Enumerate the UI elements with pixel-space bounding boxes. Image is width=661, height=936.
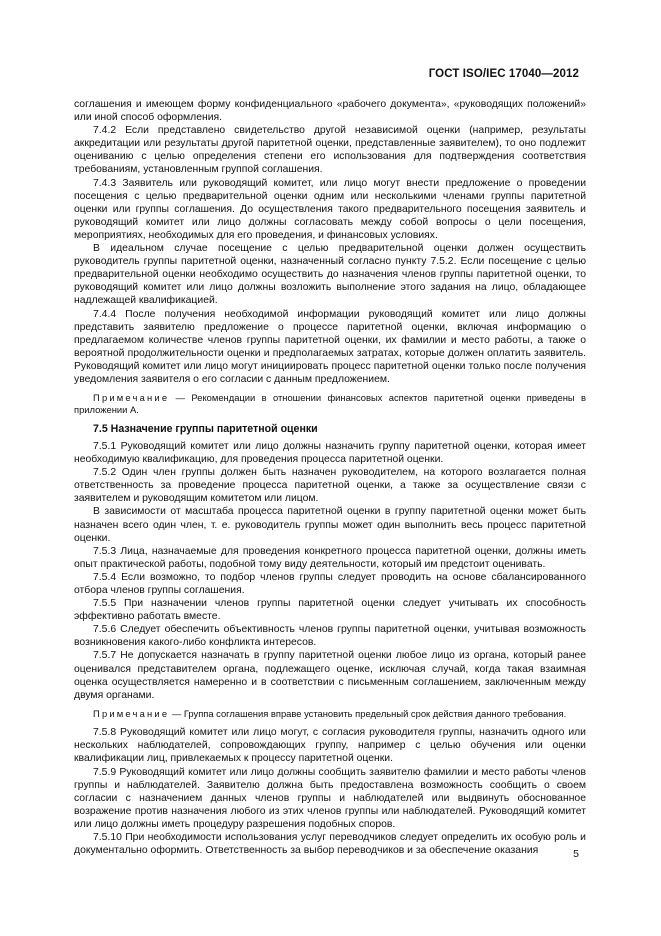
paragraph: 7.5.7 Не допускается назначать в группу паритетной оценки любое лицо из органа, который ранее оценивался представителем органа, подлежащего оценке, исключая случай, когда такая взаимная оценка осуществляется намеренно и в соответствии с письменным соглашением, заключенным между двумя органами. [74,650,586,701]
document-code-header: ГОСТ ISO/IEC 17040—2012 [428,68,579,80]
note [74,392,586,417]
paragraph: 7.5.2 Один член группы должен быть назначен руководителем, на которого возлагается полная ответственность за проведение процесса паритетной оценки, а также за осуществление связи с заявителем и руководящим комитетом или лицом. [74,467,586,505]
note-label: Примечание [93,707,170,719]
note-label: Примечание [93,392,170,404]
note-text: — Рекомендации в отношении финансовых аспектов паритетной оценки приведены в приложении А. [74,392,586,416]
paragraph: 7.4.4 После получения необходимой информации руководящий комитет или лицо должны представить заявителю предложение о процессе паритетной оценки, включая информацию о предлагаемом количестве членов группы паритетной оценки, их фамилии и место работы, а также о вероятной продолжительности оценки и предполагаемых затратах, которые должен оплатить заявитель. Руководящий комитет или лицо могут инициировать процесс паритетной оценки только после получения уведомления заявителя о его согласии с данным предложением. [74,308,586,385]
paragraph: 7.4.2 Если представлено свидетельство другой независимой оценки (например, результаты аккредитации или результаты другой паритетной оценки, представленные заявителем), то оно подлежит оцениванию с целью определения степени его использования для подтверждения соответствия требованиям, установленным группой соглашения. [74,125,586,176]
paragraph: 7.5.3 Лица, назначаемые для проведения конкретного процесса паритетной оценки, должны иметь опыт практической работы, подобной тому виду деятельности, который им предстоит оценивать. [74,545,586,570]
paragraph: В идеальном случае посещение с целью предварительной оценки должен осуществить руководитель группы паритетной оценки, назначенный согласно пункту 7.5.2. Если посещение с целью предварительной оценки необходимо осуществить до назначения членов группы паритетной оценки, то руководящий комитет или лицо должны возложить выполнение этого задания на лицо, обладающее надлежащей квалификацией. [74,243,586,307]
paragraph: 7.5.6 Следует обеспечить объективность членов группы паритетной оценки, учитывая возможность возникновения какого-либо конфликта интересов. [74,624,586,649]
paragraph: 7.5.10 При необходимости использования услуг переводчиков следует определить их особую роль и документально оформить. Ответственность за выбор переводчиков и за обеспечение оказания [74,832,586,857]
paragraph: соглашения и имеющем форму конфиденциального «рабочего документа», «руководящих положений» или иной способ оформления. [74,99,586,124]
paragraph: 7.5.9 Руководящий комитет или лицо должны сообщить заявителю фамилии и место работы членов группы и наблюдателей. Заявителю должна быть предоставлена возможность сообщить о своем согласии с назначением данных членов группы и наблюдателей или выдвинуть обоснованное возражение против назначения любого из этих членов группы или наблюдателей. Руководящий комитет или лицо должны иметь процедуру разрешения подобных споров. [74,766,586,830]
note [74,708,586,720]
note-text: — Группа соглашения вправе установить предельный срок действия данного требования. [171,707,567,719]
paragraph: 7.5.5 При назначении членов группы паритетной оценки следует учитывать их способность эффективно работать вместе. [74,598,586,623]
paragraph: 7.5.8 Руководящий комитет или лицо могут, с согласия руководителя группы, назначить одного или нескольких наблюдателей, сопровождающих группу, например с целью обучения или оценки квалификации лиц, привлекаемых к процессу паритетной оценки. [74,727,586,765]
document-body [74,98,586,857]
section-heading: 7.5 Назначение группы паритетной оценки [93,422,318,435]
paragraph: 7.4.3 Заявитель или руководящий комитет, или лицо могут внести предложение о проведении посещения с целью предварительной оценки одним или несколькими членами группы паритетной оценки или группы соглашения. До осуществления такого предварительного посещения заявитель и руководящий комитет или лицо должны согласовать между собой вопросы о цели посещения, мероприятиях, необходимых для его проведения, и финансовых условиях. [74,177,586,241]
paragraph: 7.5.1 Руководящий комитет или лицо должны назначить группу паритетной оценки, которая имеет необходимую квалификацию, для проведения процесса паритетной оценки. [74,440,586,466]
page-number: 5 [573,848,579,860]
paragraph: В зависимости от масштаба процесса паритетной оценки в группу паритетной оценки может быть назначен всего один член, т. е. руководитель группы может один выполнить весь процесс паритетной оценки. [74,506,586,544]
paragraph: 7.5.4 Если возможно, то подбор членов группы следует проводить на основе сбалансированного отбора членов группы соглашения. [74,571,586,596]
